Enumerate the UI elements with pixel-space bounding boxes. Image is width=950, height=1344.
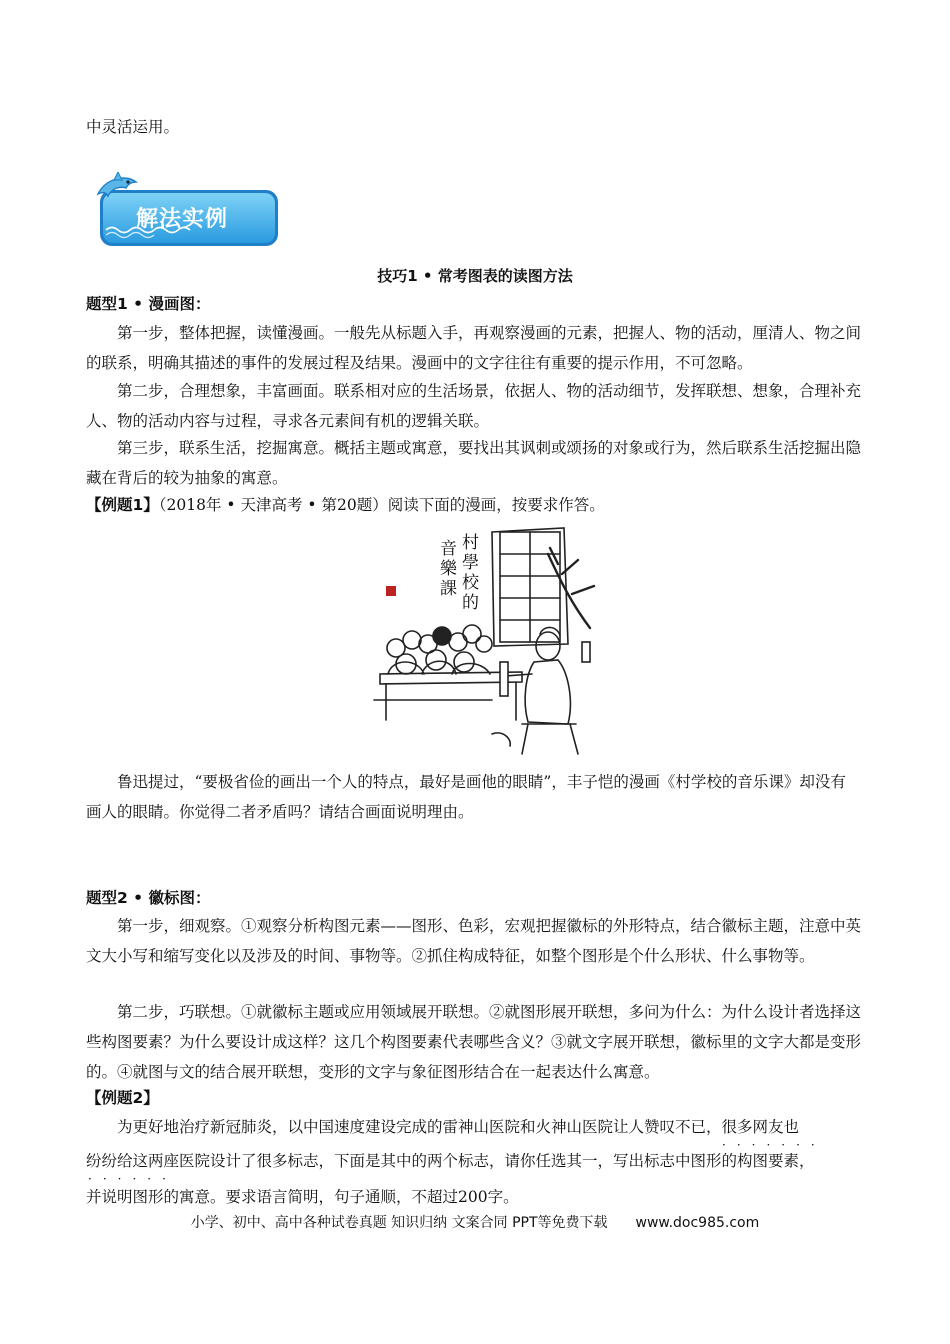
example2-line2: 纷纷给这两座医院设计了很多标志，下面是其中的两个标志，请你任选其一，写出标志中图形的构图要素， (86, 1152, 815, 1170)
continuation-text: 中灵活运用。 (86, 118, 180, 136)
type1-step1: 第一步，整体把握，读懂漫画。一般先从标题入手，再观察漫画的元素，把握人、物的活动，厘清人、物之间的联系，明确其描述的事件的发展过程及结果。漫画中的文字往往有重要的提示作用，不可忽略。 (86, 324, 862, 372)
footer-text: 小学、初中、高中各种试卷真题 知识归纳 文案合同 PPT等免费下载 (190, 1215, 608, 1231)
example2-line1: 为更好地治疗新冠肺炎，以中国速度建设完成的雷神山医院和火神山医院让人赞叹不已，很多网友也 (117, 1118, 800, 1136)
type2-step1: 第一步，细观察。①观察分析构图元素——图形、色彩，宏观把握徽标的外形特点，结合徽标主题，注意中英文大小写和缩写变化以及涉及的时间、事物等。②抓住构成特征，如整个图形是个什么形状、什么事物等。 (86, 917, 862, 965)
cartoon-title (416, 528, 486, 613)
example1-label: 【例题1】 (86, 496, 159, 514)
section-banner (92, 172, 282, 252)
cartoon-title-char: 的 (462, 593, 479, 613)
emphasis-dots: ······· (722, 1138, 826, 1152)
page-footer (0, 1212, 950, 1232)
footer-url[interactable]: www.doc985.com (635, 1215, 760, 1231)
example1-line (86, 490, 605, 520)
type2-heading: 题型2 • 徽标图： (86, 889, 211, 907)
cartoon-title-char: 學 (462, 553, 479, 573)
type1-heading: 题型1 • 漫画图： (86, 295, 211, 313)
cartoon-title-char: 課 (440, 579, 457, 599)
cartoon-title-char: 樂 (440, 559, 457, 579)
emphasis-dots: ······ (88, 1172, 177, 1186)
cartoon-title-char: 校 (462, 573, 479, 593)
cartoon-title-char: 音 (440, 539, 457, 559)
example1-question: 鲁迅提过，“要极省俭的画出一个人的特点，最好是画他的眼睛”，丰子恺的漫画《村学校的音乐课》却没有画人的眼睛。你觉得二者矛盾吗？请结合画面说明理由。 (86, 773, 846, 821)
example1-source: （2018年 • 天津高考 • 第20题）阅读下面的漫画，按要求作答。 (158, 496, 605, 514)
example2-label: 【例题2】 (86, 1089, 159, 1107)
type1-step2: 第二步，合理想象，丰富画面。联系相对应的生活场景，依据人、物的活动细节，发挥联想、想象，合理补充人、物的活动内容与过程，寻求各元素间有机的逻辑关联。 (86, 382, 862, 430)
section-title: 技巧1 • 常考图表的读图方法 (377, 267, 573, 285)
music-class-cartoon (372, 524, 608, 760)
cartoon-title-char: 村 (462, 533, 479, 553)
type1-step3: 第三步，联系生活，挖掘寓意。概括主题或寓意，要找出其讽刺或颂扬的对象或行为，然后联系生活挖掘出隐藏在背后的较为抽象的寓意。 (86, 439, 862, 487)
banner-label: 解法实例 (136, 207, 229, 232)
type2-step2: 第二步，巧联想。①就徽标主题或应用领域展开联想。②就图形展开联想，多问为什么：为什么设计者选择这些构图要素？为什么要设计成这样？这几个构图要素代表哪些含义？③就文字展开联想，徽标里的文字大都是变形的。④就图与文的结合展开联想，变形的文字与象征图形结合在一起表达什么寓意。 (86, 1003, 862, 1081)
example2-line3: 并说明图形的寓意。要求语言简明，句子通顺，不超过200字。 (86, 1188, 519, 1206)
cartoon-image (372, 524, 608, 760)
